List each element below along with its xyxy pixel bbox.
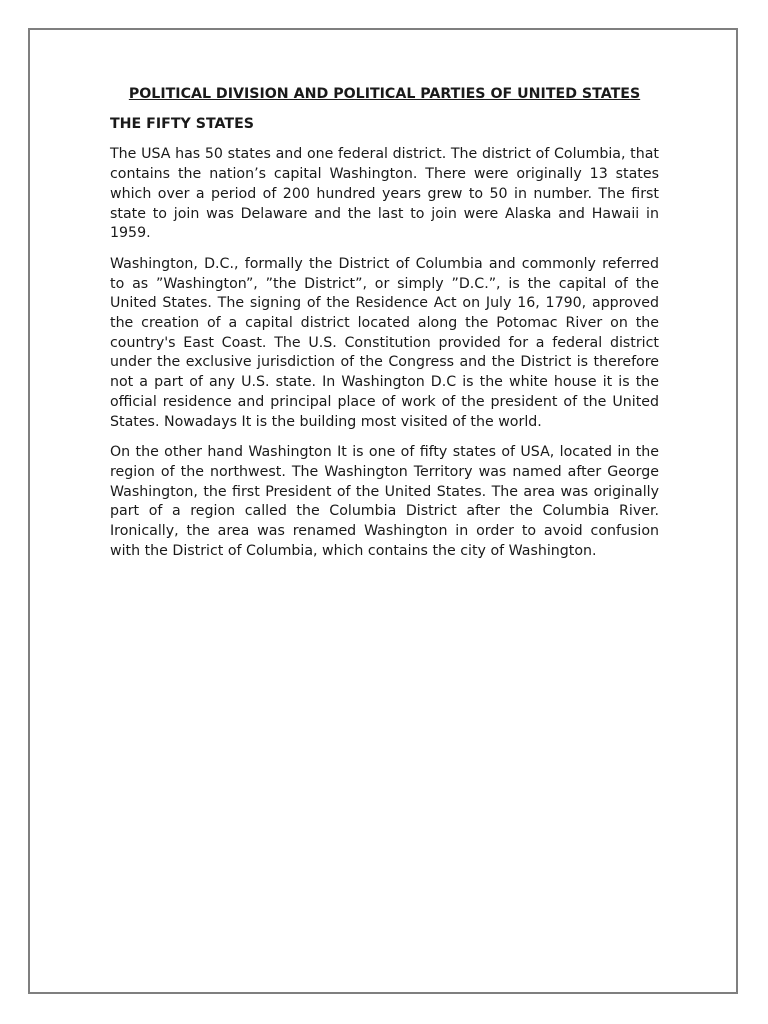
document-body xyxy=(110,85,659,561)
section-heading: THE FIFTY STATES xyxy=(110,115,254,132)
paragraph-2: Washington, D.C., formally the District of Columbia and commonly referred to as ”Washington”, ”the District”, or simply ”D.C.”, is the capital of the United States. The signing of the Residence Act on July 16, 1790, approved the creation of a capital district located along the Potomac River on the country's East Coast. The U.S. Constitution provided for a federal district under the exclusive jurisdiction of the Congress and the District is therefore not a part of any U.S. state. In Washington D.C is the white house it is the official residence and principal place of work of the president of the United States. Nowadays It is the building most visited of the world. xyxy=(110,255,659,430)
paragraph-3: On the other hand Washington It is one of fifty states of USA, located in the region of the northwest. The Washington Territory was named after George Washington, the first President of the United States. The area was originally part of a region called the Columbia District after the Columbia River. Ironically, the area was renamed Washington in order to avoid confusion with the District of Columbia, which contains the city of Washington. xyxy=(110,444,659,559)
paragraph-1: The USA has 50 states and one federal district. The district of Columbia, that contains the nation’s capital Washington. There were originally 13 states which over a period of 200 hundred years grew to 50 in number. The first state to join was Delaware and the last to join were Alaska and Hawaii in 1959. xyxy=(110,146,659,242)
document-page xyxy=(28,28,738,994)
document-title: POLITICAL DIVISION AND POLITICAL PARTIES OF UNITED STATES xyxy=(128,86,641,102)
